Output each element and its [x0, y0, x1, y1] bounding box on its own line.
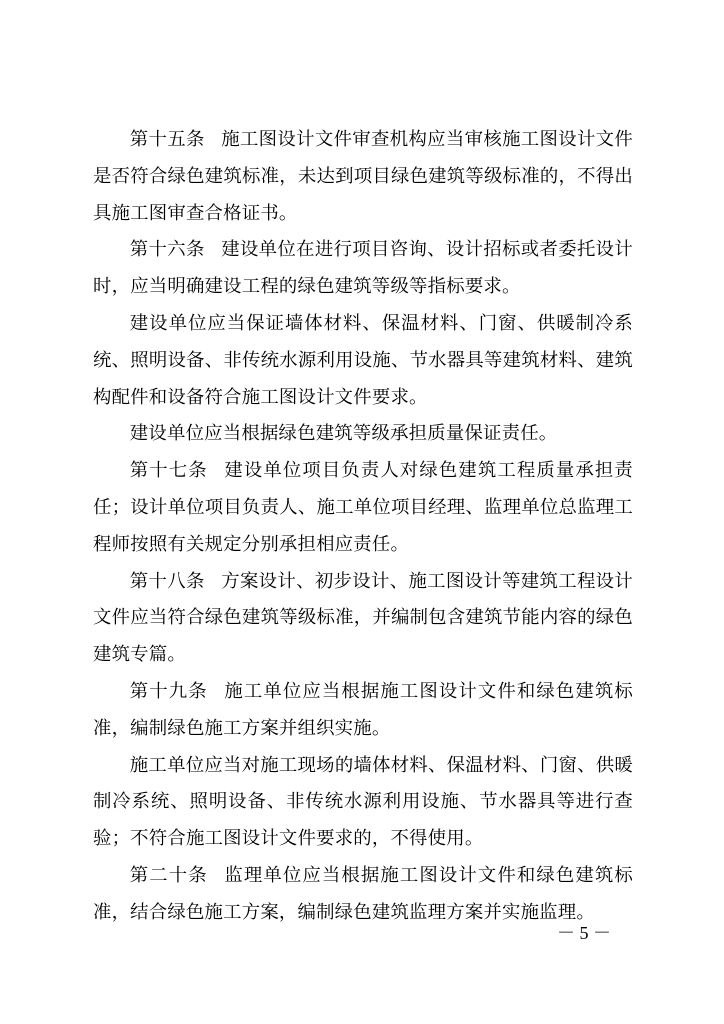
article-heading: 第二十条	[129, 864, 208, 886]
paragraph-article-16-b	[93, 306, 633, 416]
article-heading: 第十九条	[129, 680, 208, 702]
paragraph-text: 建设单位在进行项目咨询、设计招标或者委托设计时，应当明确建设工程的绿色建筑等级等指标要求。	[93, 239, 633, 298]
paragraph-text: 施工单位应当根据施工图设计文件和绿色建筑标准，编制绿色施工方案并组织实施。	[93, 680, 633, 739]
paragraph-article-18	[93, 564, 633, 674]
paragraph-article-19-b	[93, 748, 633, 858]
paragraph-article-16-c	[93, 416, 633, 453]
paragraph-article-15	[93, 122, 633, 232]
paragraph-article-16	[93, 232, 633, 306]
paragraph-text: 施工单位应当对施工现场的墙体材料、保温材料、门窗、供暖制冷系统、照明设备、非传统水源利用设施、节水器具等进行查验；不符合施工图设计文件要求的，不得使用。	[93, 754, 633, 850]
paragraph-article-17	[93, 453, 633, 563]
paragraph-text: 建设单位应当保证墙体材料、保温材料、门窗、供暖制冷系统、照明设备、非传统水源利用设施、节水器具等建筑材料、建筑构配件和设备符合施工图设计文件要求。	[93, 312, 633, 408]
document-body	[93, 122, 633, 932]
article-heading: 第十五条	[129, 129, 205, 150]
page-number: － 5 －	[557, 923, 611, 943]
paragraph-text: 建设单位项目负责人对绿色建筑工程质量承担责任；设计单位项目负责人、施工单位项目经理、监理单位总监理工程师按照有关规定分别承担相应责任。	[93, 460, 633, 555]
paragraph-article-19	[93, 674, 633, 748]
article-heading: 第十八条	[129, 570, 205, 592]
paragraph-text: 施工图设计文件审查机构应当审核施工图设计文件是否符合绿色建筑标准，未达到项目绿色建筑等级标准的，不得出具施工图审查合格证书。	[93, 129, 633, 224]
paragraph-text: 监理单位应当根据施工图设计文件和绿色建筑标准，结合绿色施工方案，编制绿色建筑监理方案并实施监理。	[93, 864, 633, 923]
paragraph-text: 建设单位应当根据绿色建筑等级承担质量保证责任。	[129, 423, 558, 445]
paragraph-text: 方案设计、初步设计、施工图设计等建筑工程设计文件应当符合绿色建筑等级标准，并编制包含建筑节能内容的绿色建筑专篇。	[93, 570, 633, 666]
article-heading: 第十七条	[129, 460, 208, 482]
article-heading: 第十六条	[129, 239, 205, 261]
